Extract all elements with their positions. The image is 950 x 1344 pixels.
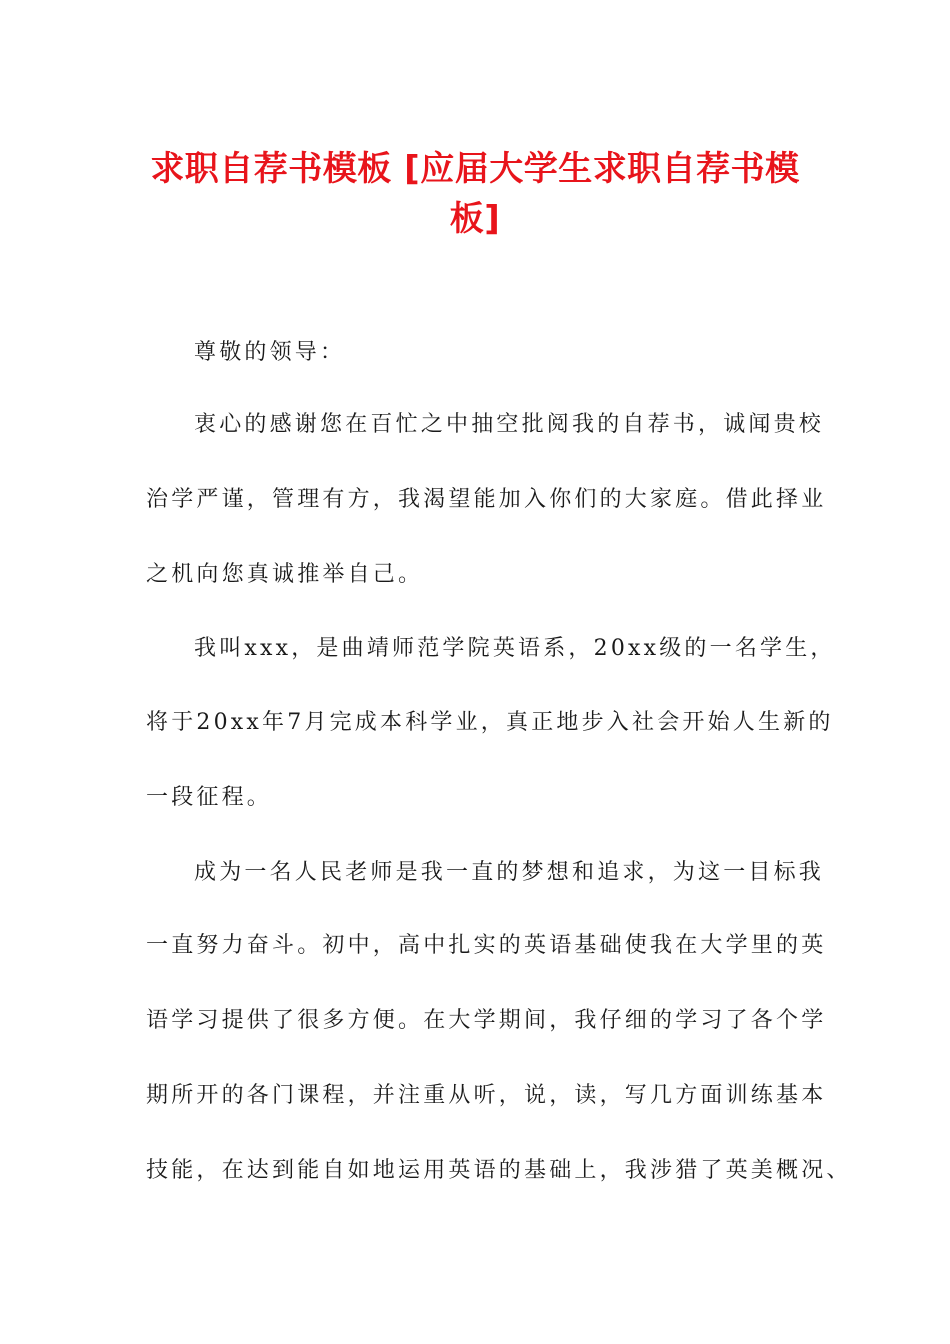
body-line: 之机向您真诚推举自己。 [146, 562, 424, 587]
body-line: 治学严谨，管理有方，我渴望能加入你们的大家庭。借此择业 [146, 487, 827, 512]
document-title: 求职自荐书模板 [应届大学生求职自荐书模板] [150, 149, 800, 239]
body-line: 一段征程。 [146, 785, 273, 810]
body-line: 期所开的各门课程，并注重从听，说，读，写几方面训练基本 [146, 1083, 827, 1108]
body-line: 一直努力奋斗。初中，高中扎实的英语基础使我在大学里的英 [146, 933, 827, 958]
body-line: 成为一名人民老师是我一直的梦想和追求，为这一目标我 [194, 860, 825, 885]
salutation: 尊敬的领导： [194, 340, 346, 365]
body-line: 我叫xxx，是曲靖师范学院英语系，20xx级的一名学生， [194, 636, 836, 661]
body-line: 衷心的感谢您在百忙之中抽空批阅我的自荐书，诚闻贵校 [194, 412, 825, 437]
body-line: 语学习提供了很多方便。在大学期间，我仔细的学习了各个学 [146, 1008, 827, 1033]
body-line: 技能，在达到能自如地运用英语的基础上，我涉猎了英美概况、 [146, 1158, 852, 1183]
body-line: 将于20xx年7月完成本科学业，真正地步入社会开始人生新的 [146, 710, 834, 735]
